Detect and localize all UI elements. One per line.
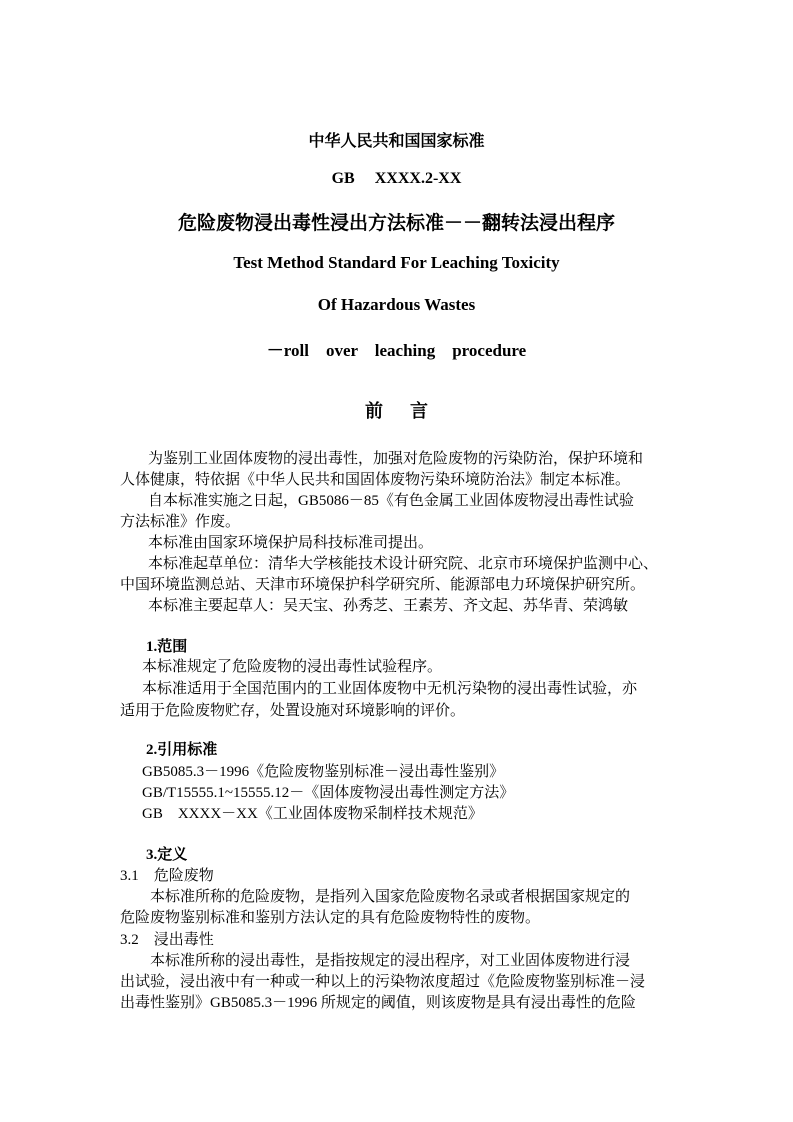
title-en-2: Of Hazardous Wastes [317, 295, 476, 314]
title-en-1: Test Method Standard For Leaching Toxicity [233, 253, 560, 272]
section-heading: 3.定义 [146, 847, 188, 863]
subsection-heading: 3.1 危险废物 [120, 868, 214, 884]
text-line: 出毒性鉴别》GB5085.3－1996 所规定的阈值，则该废物是具有浸出毒性的危险 [120, 995, 636, 1011]
text-line: 本标准所称的危险废物，是指列入国家危险废物名录或者根据国家规定的 [150, 889, 631, 905]
standard-org: 中华人民共和国国家标准 [308, 133, 485, 150]
text-line: 中国环境监测总站、天津市环境保护科学研究所、能源部电力环境保护研究所。 [120, 577, 646, 593]
section-heading: 2.引用标准 [146, 742, 218, 758]
title-cn: 危险废物浸出毒性浸出方法标准－－翻转法浸出程序 [177, 213, 615, 234]
text-line: 本标准规定了危险废物的浸出毒性试验程序。 [142, 659, 443, 675]
text-line: 自本标准实施之日起，GB5086－85《有色金属工业固体废物浸出毒性试验 [148, 493, 634, 509]
text-line: 危险废物鉴别标准和鉴别方法认定的具有危险废物特性的废物。 [120, 910, 541, 926]
text-line: 出试验，浸出液中有一种或一种以上的污染物浓度超过《危险废物鉴别标准－浸 [120, 974, 646, 990]
text-line: 适用于危险废物贮存，处置设施对环境影响的评价。 [120, 703, 466, 719]
text-line: 本标准起草单位：清华大学核能技术设计研究院、北京市环境保护监测中心、 [148, 556, 659, 572]
section-heading: 1.范围 [146, 639, 188, 655]
reference-item: GB5085.3－1996《危险废物鉴别标准－浸出毒性鉴别》 [142, 764, 505, 780]
reference-item: GB/T15555.1~15555.12－《固体废物浸出毒性测定方法》 [142, 785, 515, 801]
text-line: 人体健康，特依据《中华人民共和国固体废物污染环境防治法》制定本标准。 [120, 472, 631, 488]
subsection-heading: 3.2 浸出毒性 [120, 932, 214, 948]
reference-item: GB XXXX－XX《工业固体废物采制样技术规范》 [142, 806, 483, 822]
standard-code: GB XXXX.2-XX [331, 170, 462, 187]
text-line: 为鉴别工业固体废物的浸出毒性，加强对危险废物的污染防治，保护环境和 [148, 451, 644, 467]
text-line: 本标准主要起草人：吴天宝、孙秀芝、王素芳、齐文起、苏华青、荣鸿敏 [148, 598, 629, 614]
text-line: 本标准由国家环境保护局科技标准司提出。 [148, 535, 434, 551]
foreword-heading: 前 言 [365, 401, 428, 421]
text-line: 本标准适用于全国范围内的工业固体废物中无机污染物的浸出毒性试验，亦 [142, 681, 638, 697]
text-line: 方法标准》作废。 [120, 514, 241, 530]
text-line: 本标准所称的浸出毒性，是指按规定的浸出程序，对工业固体废物进行浸 [150, 953, 631, 969]
title-en-3: －roll over leaching procedure [266, 341, 527, 360]
